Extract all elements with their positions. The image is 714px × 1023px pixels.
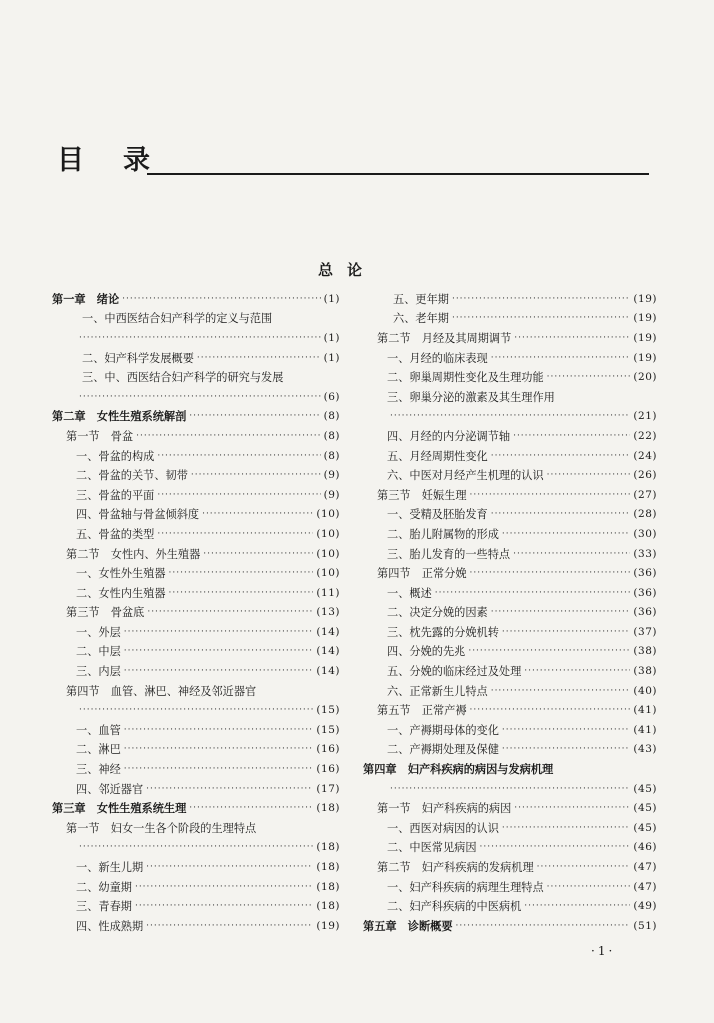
toc-leader-dots [189,803,313,813]
toc-entry-page: ( 18 ) [316,802,340,814]
toc-leader-dots [470,568,631,578]
toc-entry [363,544,657,564]
toc-entry [52,348,340,368]
toc-entry-label: 三、枕先露的分娩机转 [387,625,499,639]
heading-char-2: 录 [123,145,150,176]
toc-entry-page: ( 45 ) [633,822,657,834]
toc-entry-label: 五、更年期 [393,292,449,306]
toc-leader-dots [124,744,314,754]
toc-leader-dots [470,490,631,500]
toc-leader-dots [197,353,321,363]
toc-entry-page: ( 19 ) [633,332,657,344]
toc-entry-page: ( 36 ) [633,606,657,618]
toc-entry [52,524,340,544]
toc-entry-page: ( 33 ) [633,548,657,560]
toc-entry [363,818,657,838]
toc-entry-page: ( 8 ) [324,410,340,422]
toc-entry-page: ( 26 ) [633,469,657,481]
toc-leader-dots [514,333,630,343]
toc-entry [363,563,657,583]
toc-entry [52,720,340,740]
toc-leader-dots [124,666,314,676]
toc-entry-label: 四、月经的内分泌调节轴 [387,429,511,443]
toc-entry [363,465,657,485]
toc-entry [363,622,657,642]
toc-entry-page: ( 1 ) [324,332,340,344]
toc-entry-label: 二、妇产科学发展概要 [82,351,194,365]
toc-leader-dots [524,666,630,676]
toc-entry-label: 第一节 妇产科疾病的病因 [377,802,512,816]
toc-leader-dots [146,862,313,872]
toc-leader-dots [452,313,630,323]
toc-entry [363,798,657,818]
toc-entry [52,446,340,466]
toc-entry-label: 三、内层 [76,665,121,679]
toc-entry-page: ( 10 ) [316,567,340,579]
toc-chapter-entry [363,916,657,936]
toc-entry-label: 一、受精及胚胎发育 [387,508,488,522]
toc-entry-page: ( 30 ) [633,528,657,540]
toc-chapter-entry [363,759,657,779]
toc-entry-page: ( 9 ) [324,469,340,481]
toc-chapter-entry [52,798,340,818]
toc-entry-label: 第二节 月经及其周期调节 [377,331,512,345]
toc-entry [363,877,657,897]
toc-leader-dots [491,607,631,617]
toc-entry-label: 二、骨盆的关节、韧带 [76,469,188,483]
toc-entry-page: ( 10 ) [316,528,340,540]
toc-entry [363,603,657,623]
toc-right-column [363,289,657,936]
toc-leader-dots [79,842,313,852]
toc-entry [52,877,340,897]
toc-leader-dots [146,784,313,794]
toc-entry-page: ( 18 ) [316,900,340,912]
page-number: ·1· [591,944,616,958]
toc-entry-page: ( 19 ) [316,920,340,932]
toc-entry-label: 一、新生儿期 [76,861,144,875]
toc-leader-dots [135,882,313,892]
toc-entry-page: ( 36 ) [633,587,657,599]
toc-entry [363,779,657,799]
toc-leader-dots [202,509,313,519]
toc-entry [52,367,340,387]
toc-entry-label: 一、西医对病因的认识 [387,821,499,835]
toc-entry-page: ( 19 ) [633,312,657,324]
heading-char-1: 目 [57,145,84,176]
toc-entry-page: ( 18 ) [316,861,340,873]
toc-entry [52,642,340,662]
toc-entry-label: 第四节 正常分娩 [377,567,467,581]
toc-entry-label: 二、幼童期 [76,880,132,894]
toc-entry [363,700,657,720]
toc-entry-label: 三、骨盆的平面 [76,488,155,502]
toc-entry-label: 六、正常新生儿特点 [387,684,488,698]
toc-entry [363,485,657,505]
toc-entry-label: 一、月经的临床表现 [387,351,488,365]
toc-entry [52,426,340,446]
toc-entry [363,857,657,877]
toc-leader-dots [157,529,313,539]
toc-entry-page: ( 45 ) [633,802,657,814]
toc-entry [363,661,657,681]
toc-entry-page: ( 14 ) [316,626,340,638]
toc-entry [52,583,340,603]
toc-entry [363,348,657,368]
toc-entry-page: ( 51 ) [633,920,657,932]
toc-entry-label: 五、分娩的临床经过及处理 [387,665,522,679]
toc-leader-dots [452,294,630,304]
toc-entry-label: 第二章 女性生殖系统解剖 [52,409,187,424]
toc-leader-dots [390,784,630,794]
toc-entry-label: 四、性成熟期 [76,919,144,933]
toc-entry-label: 四、骨盆轴与骨盆倾斜度 [76,508,200,522]
toc-entry-page: ( 15 ) [316,704,340,716]
toc-entry-page: ( 1 ) [324,352,340,364]
toc-leader-dots [189,411,320,421]
toc-entry [52,309,340,329]
toc-entry-page: ( 15 ) [316,724,340,736]
toc-entry-label: 五、骨盆的类型 [76,527,155,541]
toc-leader-dots [547,372,631,382]
toc-entry-label: 第四节 血管、淋巴、神经及邻近器官 [66,684,257,698]
toc-entry-page: ( 8 ) [324,450,340,462]
toc-entry-label: 第三节 骨盆底 [66,606,145,620]
toc-entry [52,759,340,779]
toc-chapter-entry [52,289,340,309]
toc-entry [52,779,340,799]
toc-entry-label: 一、骨盆的构成 [76,449,155,463]
toc-entry-label: 二、中层 [76,645,121,659]
toc-entry-label: 一、中西医结合妇产科学的定义与范围 [82,312,273,326]
toc-entry-page: ( 46 ) [633,841,657,853]
toc-entry-page: ( 6 ) [324,391,340,403]
toc-entry-label: 四、邻近器官 [76,782,144,796]
toc-entry-page: ( 38 ) [633,645,657,657]
toc-entry [363,505,657,525]
toc-leader-dots [537,862,631,872]
toc-entry-page: ( 9 ) [324,489,340,501]
toc-entry [363,426,657,446]
toc-entry-page: ( 18 ) [316,841,340,853]
toc-entry-page: ( 49 ) [633,900,657,912]
toc-leader-dots [513,549,630,559]
toc-leader-dots [502,744,631,754]
toc-entry [363,642,657,662]
toc-entry-label: 三、中、西医结合妇产科学的研究与发展 [82,371,284,385]
toc-entry-label: 二、决定分娩的因素 [387,606,488,620]
toc-entry-label: 二、胎儿附属物的形成 [387,527,499,541]
toc-entry-label: 三、卵巢分泌的激素及其生理作用 [387,390,555,404]
toc-entry [52,681,340,701]
toc-entry-label: 一、血管 [76,723,121,737]
toc-entry-label: 第一节 骨盆 [66,429,134,443]
toc-leader-dots [146,921,313,931]
toc-entry-page: ( 8 ) [324,430,340,442]
toc-entry-page: ( 11 ) [316,587,340,599]
toc-entry-label: 二、妇产科疾病的中医病机 [387,900,522,914]
toc-entry [52,563,340,583]
toc-entry-label: 五、月经周期性变化 [387,449,488,463]
toc-entry [52,661,340,681]
toc-leader-dots [79,333,321,343]
toc-entry-label: 第一节 妇女一生各个阶段的生理特点 [66,821,257,835]
toc-entry-page: ( 37 ) [633,626,657,638]
toc-entry-page: ( 16 ) [316,763,340,775]
toc-entry [52,818,340,838]
toc-entry-label: 第三章 女性生殖系统生理 [52,801,187,816]
toc-entry-label: 一、女性外生殖器 [76,567,166,581]
toc-entry-label: 一、产褥期母体的变化 [387,723,499,737]
toc-entry-label: 三、青春期 [76,900,132,914]
toc-entry-label: 一、概述 [387,586,432,600]
toc-entry [363,740,657,760]
toc-leader-dots [502,823,631,833]
toc-entry-label: 四、分娩的先兆 [387,645,466,659]
toc-leader-dots [79,705,313,715]
toc-entry [363,446,657,466]
toc-leader-dots [124,764,314,774]
toc-entry [52,916,340,936]
toc-entry [363,289,657,309]
toc-entry-page: ( 10 ) [316,508,340,520]
toc-leader-dots [124,725,314,735]
toc-entry-page: ( 20 ) [633,371,657,383]
toc-entry-label: 六、老年期 [393,312,449,326]
toc-entry-page: ( 16 ) [316,743,340,755]
toc-leader-dots [124,646,314,656]
toc-entry [52,328,340,348]
toc-leader-dots [435,588,631,598]
toc-entry [52,505,340,525]
toc-entry [363,367,657,387]
toc-entry [52,387,340,407]
toc-entry [363,407,657,427]
toc-entry-label: 三、神经 [76,763,121,777]
toc-entry-page: ( 36 ) [633,567,657,579]
toc-entry-page: ( 24 ) [633,450,657,462]
toc-entry-page: ( 17 ) [316,783,340,795]
toc-entry-page: ( 14 ) [316,645,340,657]
toc-entry [52,603,340,623]
heading-rule [147,173,649,175]
toc-entry-page: ( 18 ) [316,881,340,893]
toc-entry [52,700,340,720]
toc-entry-page: ( 47 ) [633,861,657,873]
toc-entry [363,720,657,740]
toc-entry [363,328,657,348]
toc-entry-label: 一、外层 [76,625,121,639]
toc-entry-label: 第五章 诊断概要 [363,918,453,933]
toc-entry-page: ( 14 ) [316,665,340,677]
toc-entry-label: 二、女性内生殖器 [76,586,166,600]
toc-entry-page: ( 47 ) [633,881,657,893]
toc-leader-dots [169,568,314,578]
toc-leader-dots [524,901,630,911]
toc-leader-dots [124,627,314,637]
toc-leader-dots [547,470,631,480]
toc-entry-label: 六、中医对月经产生机理的认识 [387,469,544,483]
toc-leader-dots [157,490,320,500]
toc-leader-dots [502,725,631,735]
toc-leader-dots [79,392,321,402]
toc-leader-dots [480,842,631,852]
toc-entry [363,524,657,544]
toc-leader-dots [491,451,631,461]
toc-leader-dots [514,803,630,813]
toc-entry-label: 第二节 女性内、外生殖器 [66,547,201,561]
toc-entry-page: ( 10 ) [316,548,340,560]
toc-entry-page: ( 1 ) [324,293,340,305]
toc-entry [52,465,340,485]
section-title: 总论 [318,261,377,279]
toc-leader-dots [491,686,631,696]
toc-leader-dots [191,470,321,480]
toc-entry [52,485,340,505]
toc-leader-dots [157,451,320,461]
toc-entry [363,583,657,603]
toc-leader-dots [203,549,313,559]
toc-leader-dots [468,646,630,656]
toc-entry-label: 一、妇产科疾病的病理生理特点 [387,880,544,894]
toc-chapter-entry [52,407,340,427]
toc-entry [363,896,657,916]
toc-entry-label: 二、中医常见病因 [387,841,477,855]
toc-entry-page: ( 19 ) [633,352,657,364]
toc-entry-label: 二、产褥期处理及保健 [387,743,499,757]
toc-entry-page: ( 19 ) [633,293,657,305]
toc-entry-page: ( 22 ) [633,430,657,442]
toc-left-column [52,289,340,936]
toc-entry-page: ( 13 ) [316,606,340,618]
toc-leader-dots [547,882,631,892]
toc-leader-dots [456,921,631,931]
toc-entry-label: 三、胎儿发育的一些特点 [387,547,511,561]
toc-leader-dots [390,411,630,421]
toc-leader-dots [147,607,313,617]
toc-entry [52,838,340,858]
toc-leader-dots [502,627,631,637]
toc-entry-label: 二、卵巢周期性变化及生理功能 [387,371,544,385]
toc-entry-page: ( 40 ) [633,685,657,697]
toc-entry-label: 第三节 妊娠生理 [377,488,467,502]
toc-leader-dots [122,294,320,304]
toc-entry-label: 第一章 绪论 [52,291,120,306]
toc-entry [52,896,340,916]
toc-entry [52,544,340,564]
toc-entry [52,740,340,760]
toc-entry [52,857,340,877]
toc-entry-page: ( 43 ) [633,743,657,755]
toc-entry [363,309,657,329]
toc-entry-label: 二、淋巴 [76,743,121,757]
toc-entry-page: ( 21 ) [633,410,657,422]
toc-entry-page: ( 41 ) [633,704,657,716]
toc-entry-label: 第二节 妇产科疾病的发病机理 [377,861,534,875]
toc-leader-dots [491,509,631,519]
toc-leader-dots [135,901,313,911]
toc-entry [52,622,340,642]
toc-entry [363,387,657,407]
toc-entry-page: ( 41 ) [633,724,657,736]
toc-entry-page: ( 27 ) [633,489,657,501]
toc-entry-page: ( 38 ) [633,665,657,677]
toc-entry-label: 第四章 妇产科疾病的病因与发病机理 [363,762,554,777]
toc-entry [363,681,657,701]
toc-leader-dots [136,431,320,441]
toc-entry-page: ( 28 ) [633,508,657,520]
toc-entry-page: ( 45 ) [633,783,657,795]
toc-leader-dots [513,431,630,441]
toc-leader-dots [169,588,314,598]
toc-leader-dots [502,529,631,539]
toc-entry-label: 第五节 正常产褥 [377,704,467,718]
toc-leader-dots [491,353,631,363]
toc-entry [363,838,657,858]
toc-heading [57,146,649,180]
toc-leader-dots [470,705,631,715]
